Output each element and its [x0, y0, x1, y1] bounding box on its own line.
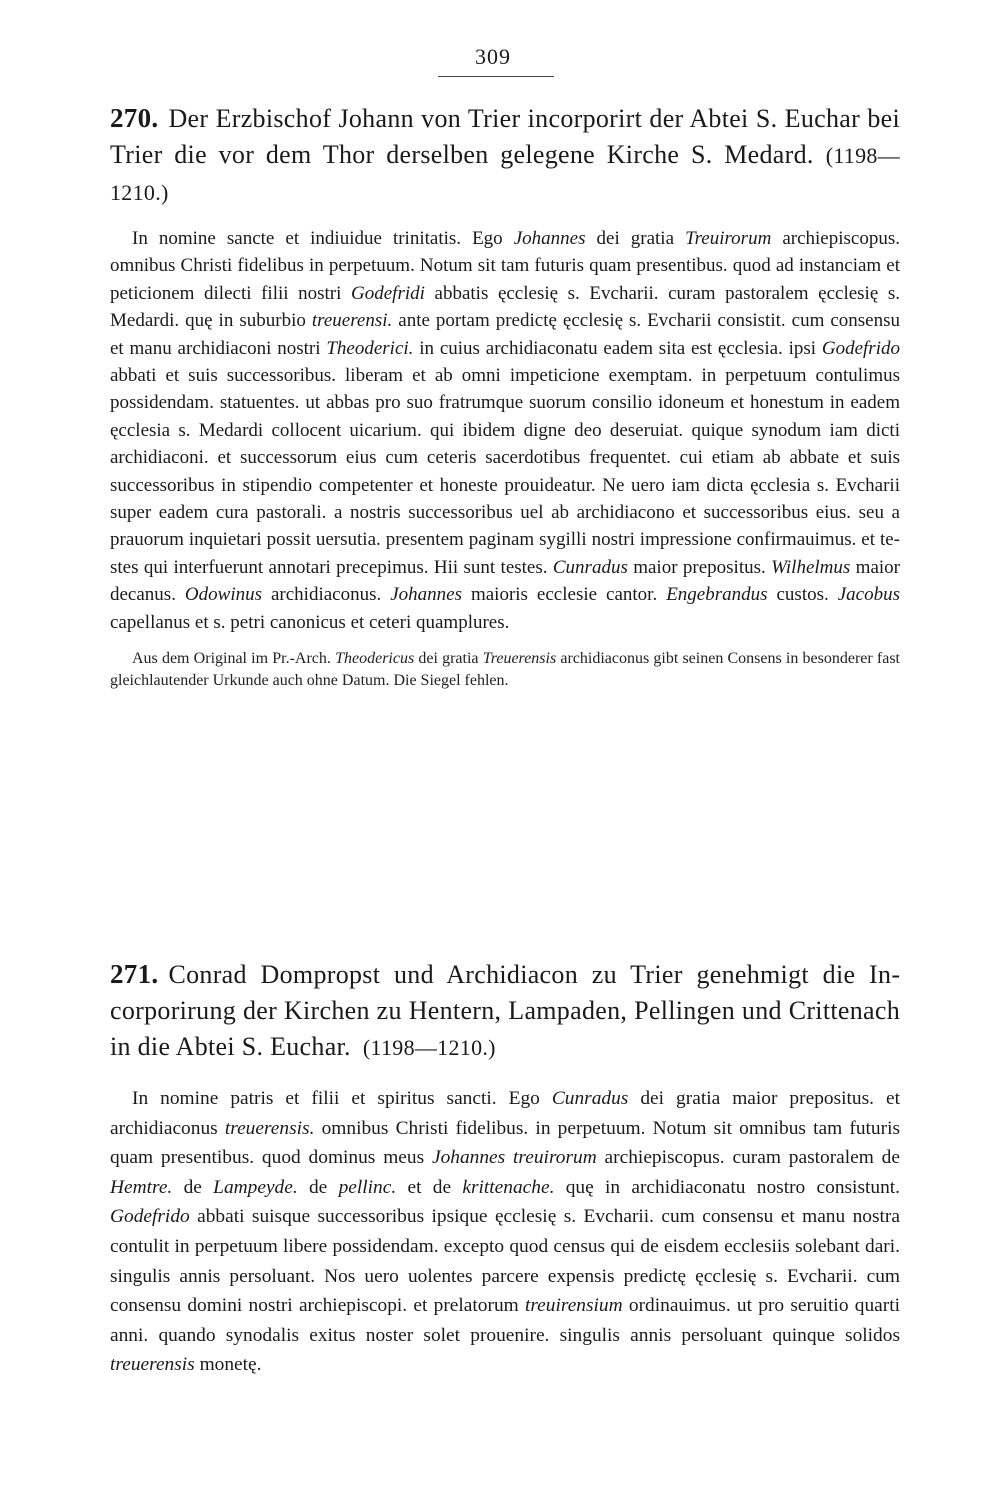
charter-text: In nomine patris et filii et spiritus sancti. Ego Cunradus dei gratia maior prepositus. et archidiaconus treuerensis. omnibus Christi fidelibus. in perpetuum. Notum sit omnibus tam futuris quam presentibus. quod dominus meus Johannes treuirorum archiepiscopus. curam pastoralem de Hemtre. de Lampeyde. de pellinc. et de krittenache. quę in archidiaconatu nostro consistunt. Godefrido abbati suisque successoribus ipsique ęcclesię s. Evcharii. cum consensu et manu nostra contulit in perpetuum libere possidendam. excepto quod census qui de eisdem ecclesiis solebant dari. singulis annis persoluant. Nos uero uolentes parcere expensis predictę ęcclesię s. Evcharii. cum consensu domini nostri archiepiscopi. et prelatorum treuirensium ordinauimus. ut pro seruitio quarti anni. quando synodalis exitus noster solet prouenire. singulis annis persoluant quinque solidos treuerensis monetę. — [110, 1088, 901, 1376]
editorial-note: Aus dem Original im Pr.-Arch. Theodericus dei gratia Treuerensis archidiaconus gibt seinen Consens in besonderer fast gleichlautender Urkunde auch ohne Datum. Die Siegel fehlen. — [110, 650, 901, 690]
italic-name: Lampeyde. — [213, 1176, 298, 1198]
italic-name: treuerensis. — [224, 1117, 315, 1139]
page-number-rule — [438, 76, 554, 77]
italic-name: pellinc. — [338, 1176, 397, 1198]
italic-name: Godefrido — [821, 337, 900, 359]
charter-dates: (1198—1210.) — [362, 1035, 496, 1060]
italic-name: Theodericus — [335, 650, 415, 668]
charter-heading — [110, 956, 900, 1066]
italic-name: treuerensi. — [311, 310, 393, 332]
charter-270 — [110, 100, 900, 692]
charter-heading — [110, 100, 900, 211]
charter-number: 270. — [110, 103, 159, 133]
italic-name: Johannes — [390, 584, 462, 606]
italic-name: Cunradus — [551, 1088, 629, 1109]
italic-name: Godefridi — [351, 282, 425, 304]
page-number: 309 — [475, 44, 511, 69]
italic-name: Cunradus — [552, 556, 628, 578]
charter-title: Conrad Dompropst und Archidiacon zu Trier genehmigt die Incorporirung der Kirchen zu Hentern, Lampaden, Pellingen und Crittenach in die Abtei S. Euchar. — [110, 960, 900, 1061]
italic-name: krittenache. — [462, 1176, 555, 1198]
italic-name: Treuirorum — [685, 228, 772, 249]
italic-name: Johannes — [513, 228, 586, 249]
charter-dates: (1198—1210.) — [110, 143, 900, 205]
italic-name: Jacobus — [837, 584, 900, 606]
charter-number: 271. — [110, 959, 159, 989]
italic-name: Godefrido — [110, 1206, 190, 1228]
italic-name: Theoderici. — [326, 337, 414, 359]
charter-text: In nomine sancte et indiuidue trinitatis. Ego Johannes dei gratia Treuirorum archiepiscopus. omnibus Christi fidelibus in perpetuum. Notum sit tam futuris quam presentibus. quod ad instanciam et peticionem dilecti filii nostri Godefridi abbatis ęcclesię s. Evcharii. curam pastoralem ęcclesię s. Medardi. quę in suburbio treuerensi. ante portam predictę ęcclesię s. Evcharii consistit. cum consensu et manu archidiaconi nostri Theoderici. in cuius archidiaconatu eadem sita est ęcclesia. ipsi Godefrido abbati et suis successoribus. liberam et ab omni impeticione exemptam. in perpetuum contulimus possidendam. statuentes. ut abbas pro suo fratrumque suorum consilio idoneum et honestum in eadem ęcclesia s. Medardi collocent uicarium. qui ibidem digne deo deseruiat. quique synodum iam dicti archidiaconi. et successorum eius cum ceteris sacerdotibus frequentet. cui etiam ab abbate et suis successoribus in stipendio competenter et honeste prouideatur. Ne uero iam dicta ęcclesia s. Evcharii super eadem cura pastorali. a nostris successoribus uel ab archidiacono et successoribus eius. seu a prauorum inquietari possit uersutia. presentem paginam sygilli nostri impressione confirmauimus. et testes qui interfuerunt annotari precepimus. Hii sunt testes. Cunradus maior prepositus. Wilhelmus maior decanus. Odowinus archidiaconus. Johannes maioris ecclesie cantor. Engebrandus custos. Jacobus capellanus et s. petri canonicus et ceteri quamplures. — [110, 228, 901, 633]
italic-name: treuirensium — [524, 1295, 623, 1317]
italic-name: Treuerensis — [482, 650, 557, 668]
charter-271 — [110, 956, 900, 1380]
italic-name: Engebrandus — [666, 584, 768, 606]
italic-name: Hemtre. — [110, 1176, 173, 1198]
italic-name: Odowinus — [184, 584, 262, 606]
italic-name: treuerensis — [110, 1354, 195, 1376]
charter-title: Der Erzbischof Johann von Trier incorporirt der Abtei S. Euchar bei Trier die vor dem Thor derselben gelegene Kirche S. Medard. — [110, 104, 900, 169]
italic-name: Johannes treuirorum — [431, 1147, 597, 1169]
italic-name: Wilhelmus — [771, 556, 851, 578]
